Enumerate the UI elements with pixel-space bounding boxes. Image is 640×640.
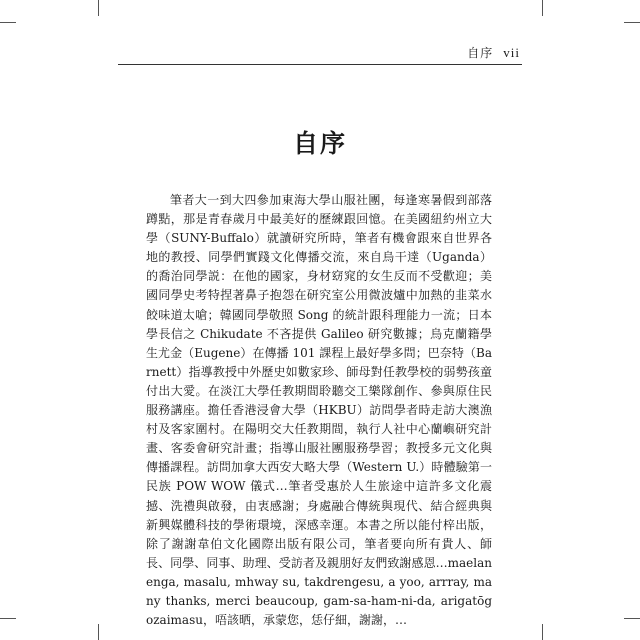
crop-mark bbox=[624, 22, 640, 23]
running-head bbox=[467, 44, 520, 61]
header-rule bbox=[118, 64, 522, 65]
crop-mark bbox=[98, 0, 99, 16]
crop-mark bbox=[0, 22, 16, 23]
crop-mark bbox=[0, 618, 16, 619]
preface-paragraph: 筆者大一到大四參加東海大學山服社團，每逢寒暑假到部落蹲點，那是青春歲月中最美好的歷練跟回憶。在美國紐約州立大學（SUNY-Buffalo）就讀研究所時，筆者有機會跟來自世界各地的教授、同學們實踐文化傳播交流，來自烏干達（Uganda）的喬治同學説：在他的國家，身材窈窕的女生反而不受歡迎；美國同學史考特捏著鼻子抱怨在研究室公用微波爐中加熱的韭菜水餃味道太嗆；韓國同學敬照 Song 的統計跟科理能力一流；日本學長信之 Chikudate 不吝提供 Galileo 研究數據；烏克蘭籍學生尤金（Eugene）在傳播 101 課程上最好學多問；巴奈特（Barnett）指導教授中外歷史如數家珍、師母對任教學校的弱勢孩童付出大愛。在淡江大學任教期間聆聽交工樂隊創作、參與原住民服務講座。擔任香港浸會大學（HKBU）訪問學者時走訪大澳漁村及客家圍村。在陽明交大任教期間，執行人社中心蘭嶼研究計畫、客委會研究計畫；指導山服社團服務學習；教授多元文化與傳播課程。訪問加拿大西安大略大學（Western U.）時體驗第一民族 POW WOW 儀式…筆者受惠於人生旅途中這許多文化震撼、洗禮與啟發，由衷感謝；身處融合傳統與現代、結合經典與新興媒體科技的學術環境，深感幸運。本書之所以能付梓出版，除了謝謝韋伯文化國際出版有限公司，筆者要向所有貴人、師長、同學、同事、助理、受訪者及親朋好友們致謝感恩…maelanenga, masalu, mhway su, takdrengesu, a yoo, arrray, many thanks, merci beaucoup, gam-sa-ham-ni-da, arigatōgozaimasu，唔該晒，承蒙您，恁仔細，謝謝，… bbox=[146, 193, 492, 628]
crop-mark bbox=[624, 618, 640, 619]
chapter-title: 自序 bbox=[292, 129, 347, 158]
crop-mark bbox=[542, 624, 543, 640]
page-number: vii bbox=[503, 45, 520, 60]
crop-mark bbox=[542, 0, 543, 16]
crop-mark bbox=[98, 624, 99, 640]
running-head-section: 自序 bbox=[467, 46, 494, 60]
